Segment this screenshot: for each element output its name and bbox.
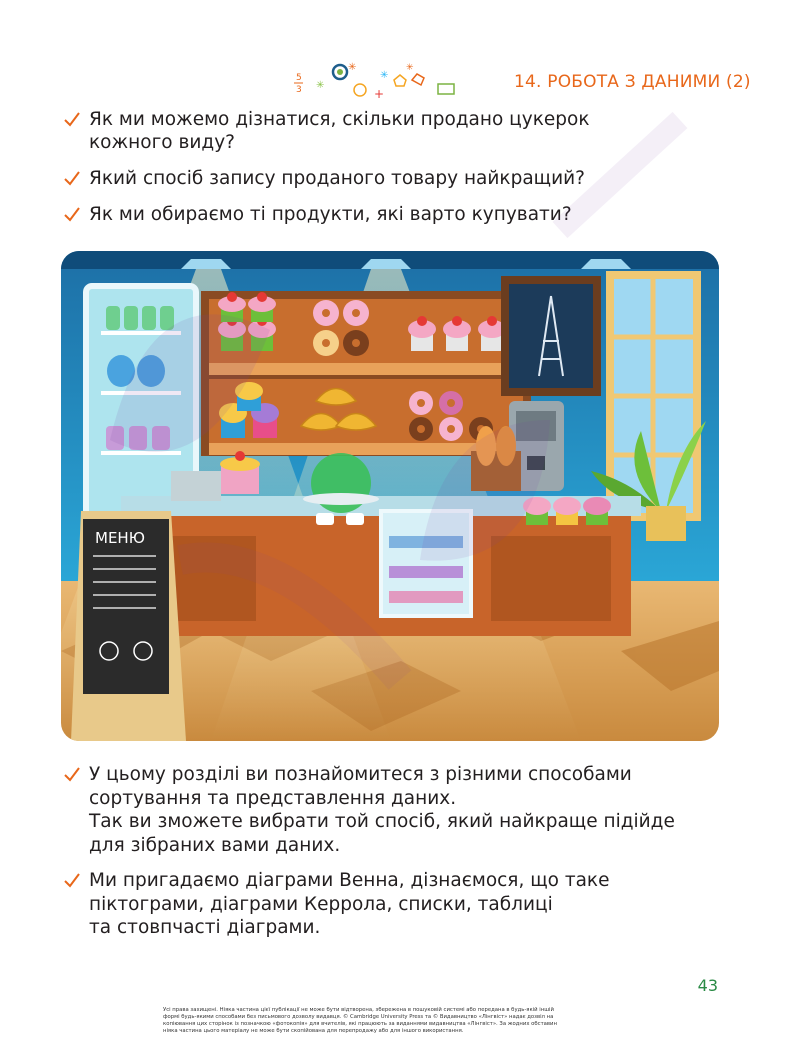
cash-register-icon [171,471,221,501]
chapter-title: 14. РОБОТА З ДАНИМИ (2) [514,72,751,92]
check-icon [63,205,81,223]
svg-text:✳: ✳ [348,62,357,73]
intro-line: У цьому розділі ви познайомитеся з різними способами [89,764,632,785]
page-number: 43 [697,976,718,995]
intro-line: сортування та представлення даних. [89,787,457,809]
check-icon [63,110,81,128]
chapter-intro-list [63,763,753,952]
question-line: Як ми обираємо ті продукти, які варто купувати? [89,204,572,225]
copyright-line: Усі права захищені. Ніяка частина цієї публікації не може бути відтворена, збережена в пошуковій системі або передана в будь-якій іншій [163,1007,554,1013]
cupcake-icon [408,316,506,351]
copyright-notice [163,1007,643,1035]
bakery-shop-scene [61,251,719,741]
menu-board-title: МЕНЮ [95,529,145,547]
check-icon [63,169,81,187]
intro-line: для зібраних вами даних. [89,834,341,856]
intro-line: та стовпчасті діаграми. [89,917,321,938]
question-line: Який спосіб запису проданого товару найкращий? [89,168,585,189]
intro-item [63,763,753,857]
chapter-header [290,58,751,104]
copyright-line: копіювання цих сторінок із позначкою «фотокопія» для вчителів, які працюють за виданнями видавництва «Лінгвіст». За жодних обставин [163,1021,557,1027]
cupcake-icon [523,497,611,525]
question-list [63,108,743,239]
copyright-line: формі будь-якими способами без письмового дозволу видавця. © Cambridge University Press та © Видавництво «Лінгвіст» надає дозвіл на [163,1014,554,1020]
svg-text:+: + [374,87,385,101]
fraction-numerator: 5 [296,73,302,83]
svg-text:✳: ✳ [316,80,325,91]
question-item [63,203,743,226]
check-icon [63,765,81,783]
bakery-illustration [61,251,719,741]
intro-line: Ми пригадаємо діаграми Венна, дізнаємося, що таке [89,870,610,891]
math-doodles-icon [290,58,490,104]
question-item [63,167,743,190]
intro-line: Так ви зможете вибрати той спосіб, який найкраще підійде [89,811,675,832]
menu-board [71,511,186,741]
question-line: кожного виду? [89,132,235,153]
fraction-denominator: 3 [296,85,302,95]
eiffel-tower-picture [501,276,601,396]
check-icon [63,871,81,889]
intro-item [63,869,753,940]
svg-text:✳: ✳ [406,63,414,73]
svg-text:✳: ✳ [380,70,389,81]
question-item [63,108,743,154]
question-line: Як ми можемо дізнатися, скільки продано цукерок [89,109,590,130]
copyright-line: ніяка частина цього матеріалу не може бути скопійована для перепродажу або для іншого використання. [163,1028,464,1034]
intro-line: піктограми, діаграми Керрола, списки, таблиці [89,893,553,915]
